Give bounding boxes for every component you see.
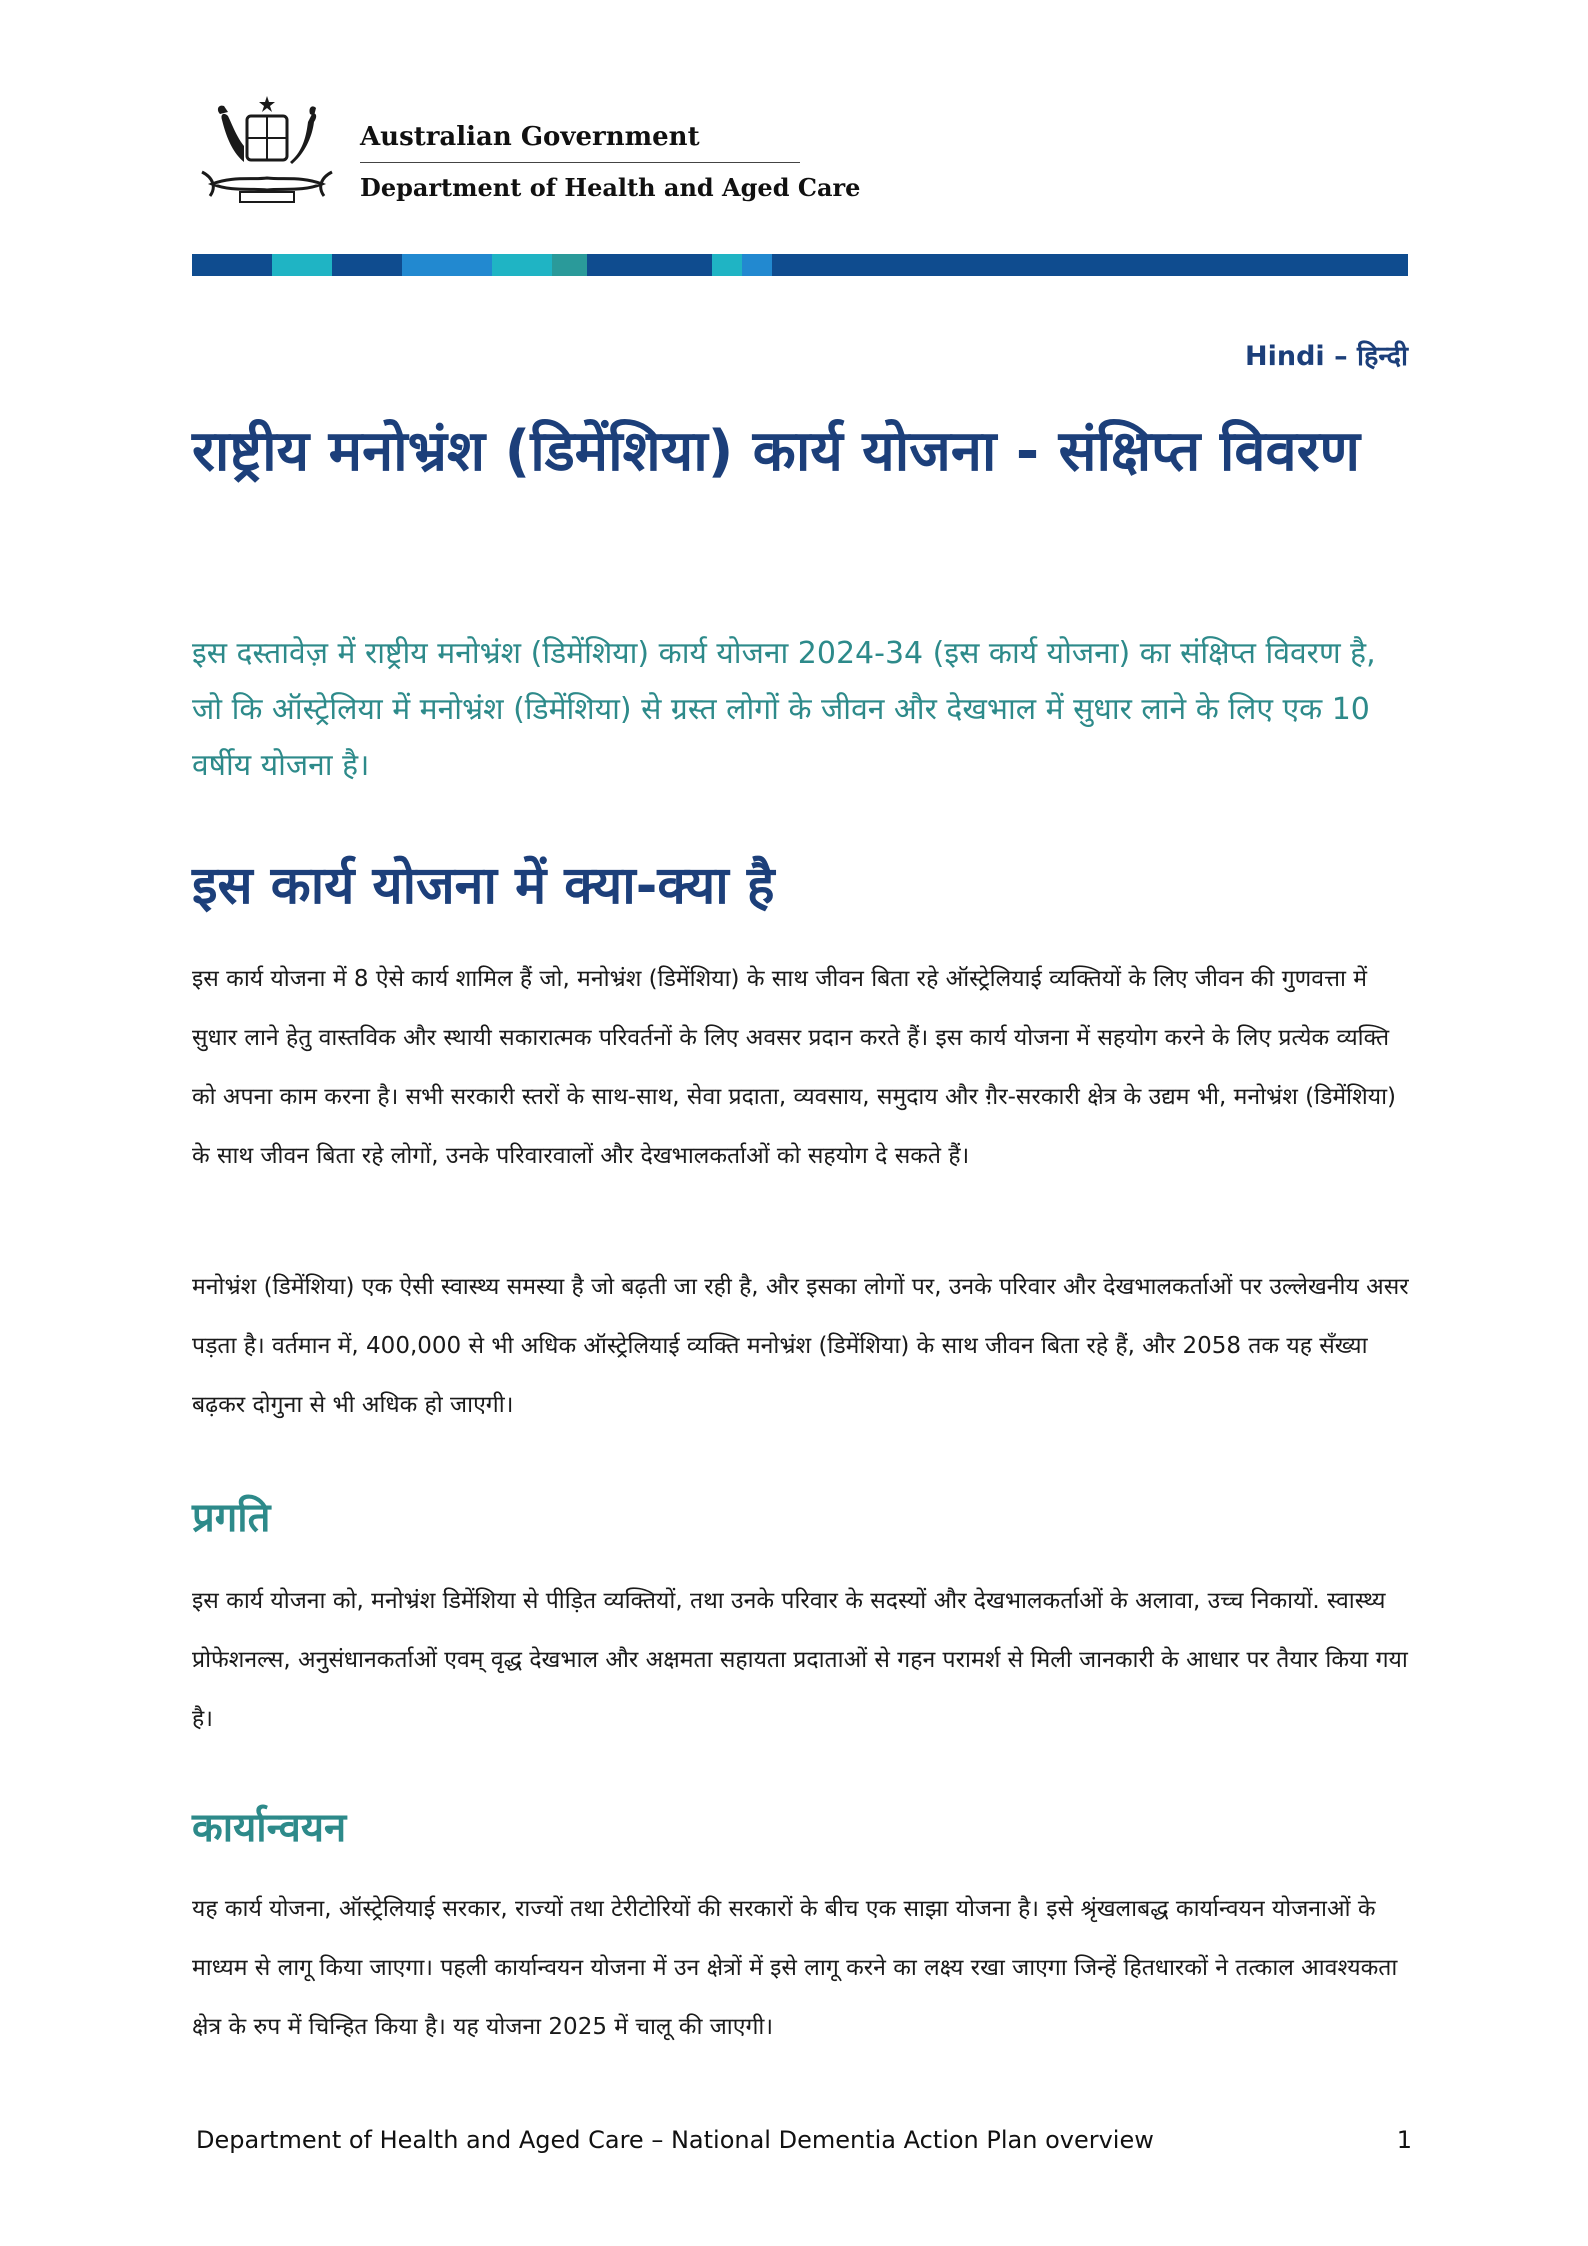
color-bar-segment	[192, 254, 272, 276]
section-heading-progress: प्रगति	[192, 1495, 271, 1541]
coat-of-arms-logo	[192, 92, 342, 210]
government-name: Australian Government	[360, 122, 800, 163]
color-bar-segment	[742, 254, 772, 276]
header-color-bar	[192, 254, 1408, 276]
body-paragraph: इस कार्य योजना को, मनोभ्रंश डिमेंशिया से पीड़ित व्यक्तियों, तथा उनके परिवार के सदस्यों और देखभालकर्ताओं के अलावा, उच्च निकायों. स्वास्थ्य प्रोफेशनल्स, अनुसंधानकर्ताओं एवम् वृद्ध देखभाल और अक्षमता सहायता प्रदाताओं से गहन परामर्श से मिली जानकारी के आधार पर तैयार किया गया है।	[192, 1588, 1408, 1732]
government-branding	[360, 122, 861, 202]
color-bar-segment	[772, 254, 1408, 276]
footer-text: Department of Health and Aged Care – National Dementia Action Plan overview	[196, 2126, 1154, 2154]
language-label: Hindi – हिन्दी	[1245, 341, 1408, 372]
color-bar-segment	[492, 254, 552, 276]
body-paragraph: मनोभ्रंश (डिमेंशिया) एक ऐसी स्वास्थ्य समस्या है जो बढ़ती जा रही है, और इसका लोगों पर, उनके परिवार और देखभालकर्ताओं पर उल्लेखनीय असर पड़ता है। वर्तमान में, 400,000 से भी अधिक ऑस्ट्रेलियाई व्यक्ति मनोभ्रंश (डिमेंशिया) के साथ जीवन बिता रहे हैं, और 2058 तक यह सँख्या बढ़कर दोगुना से भी अधिक हो जाएगी।	[192, 1274, 1409, 1418]
color-bar-segment	[332, 254, 402, 276]
section-heading-implementation: कार्यान्वयन	[192, 1805, 347, 1851]
body-paragraph: यह कार्य योजना, ऑस्ट्रेलियाई सरकार, राज्यों तथा टेरीटोरियों की सरकारों के बीच एक साझा योजना है। इसे श्रृंखलाबद्ध कार्यान्वयन योजनाओं के माध्यम से लागू किया जाएगा। पहली कार्यान्वयन योजना में उन क्षेत्रों में इसे लागू करने का लक्ष्य रखा जाएगा जिन्हें हितधारकों ने तत्काल आवश्यकता क्षेत्र के रुप में चिन्हित किया है। यह योजना 2025 में चालू की जाएगी।	[192, 1896, 1398, 2040]
department-name: Department of Health and Aged Care	[360, 173, 861, 202]
color-bar-segment	[712, 254, 742, 276]
body-paragraph: इस कार्य योजना में 8 ऐसे कार्य शामिल हैं जो, मनोभ्रंश (डिमेंशिया) के साथ जीवन बिता रहे ऑस्ट्रेलियाई व्यक्तियों के लिए जीवन की गुणवत्ता में सुधार लाने हेतु वास्तविक और स्थायी सकारात्मक परिवर्तनों के लिए अवसर प्रदान करते हैं। इस कार्य योजना में सहयोग करने के लिए प्रत्येक व्यक्ति को अपना काम करना है। सभी सरकारी स्तरों के साथ-साथ, सेवा प्रदाता, व्यवसाय, समुदाय और ग़ैर-सरकारी क्षेत्र के उद्यम भी, मनोभ्रंश (डिमेंशिया) के साथ जीवन बिता रहे लोगों, उनके परिवारवालों और देखभालकर्ताओं को सहयोग दे सकते हैं।	[192, 966, 1397, 1169]
section-heading-whats-in-plan: इस कार्य योजना में क्या-क्या है	[192, 856, 775, 916]
page-number: 1	[1396, 2126, 1412, 2154]
page-title: राष्ट्रीय मनोभ्रंश (डिमेंशिया) कार्य योजना - संक्षिप्त विवरण	[192, 419, 1360, 484]
color-bar-segment	[272, 254, 332, 276]
color-bar-segment	[402, 254, 492, 276]
color-bar-segment	[587, 254, 712, 276]
color-bar-segment	[552, 254, 587, 276]
intro-summary: इस दस्तावेज़ में राष्ट्रीय मनोभ्रंश (डिमेंशिया) कार्य योजना 2024-34 (इस कार्य योजना) का संक्षिप्त विवरण है, जो कि ऑस्ट्रेलिया में मनोभ्रंश (डिमेंशिया) से ग्रस्त लोगों के जीवन और देखभाल में सुधार लाने के लिए एक 10 वर्षीय योजना है।	[192, 636, 1376, 783]
